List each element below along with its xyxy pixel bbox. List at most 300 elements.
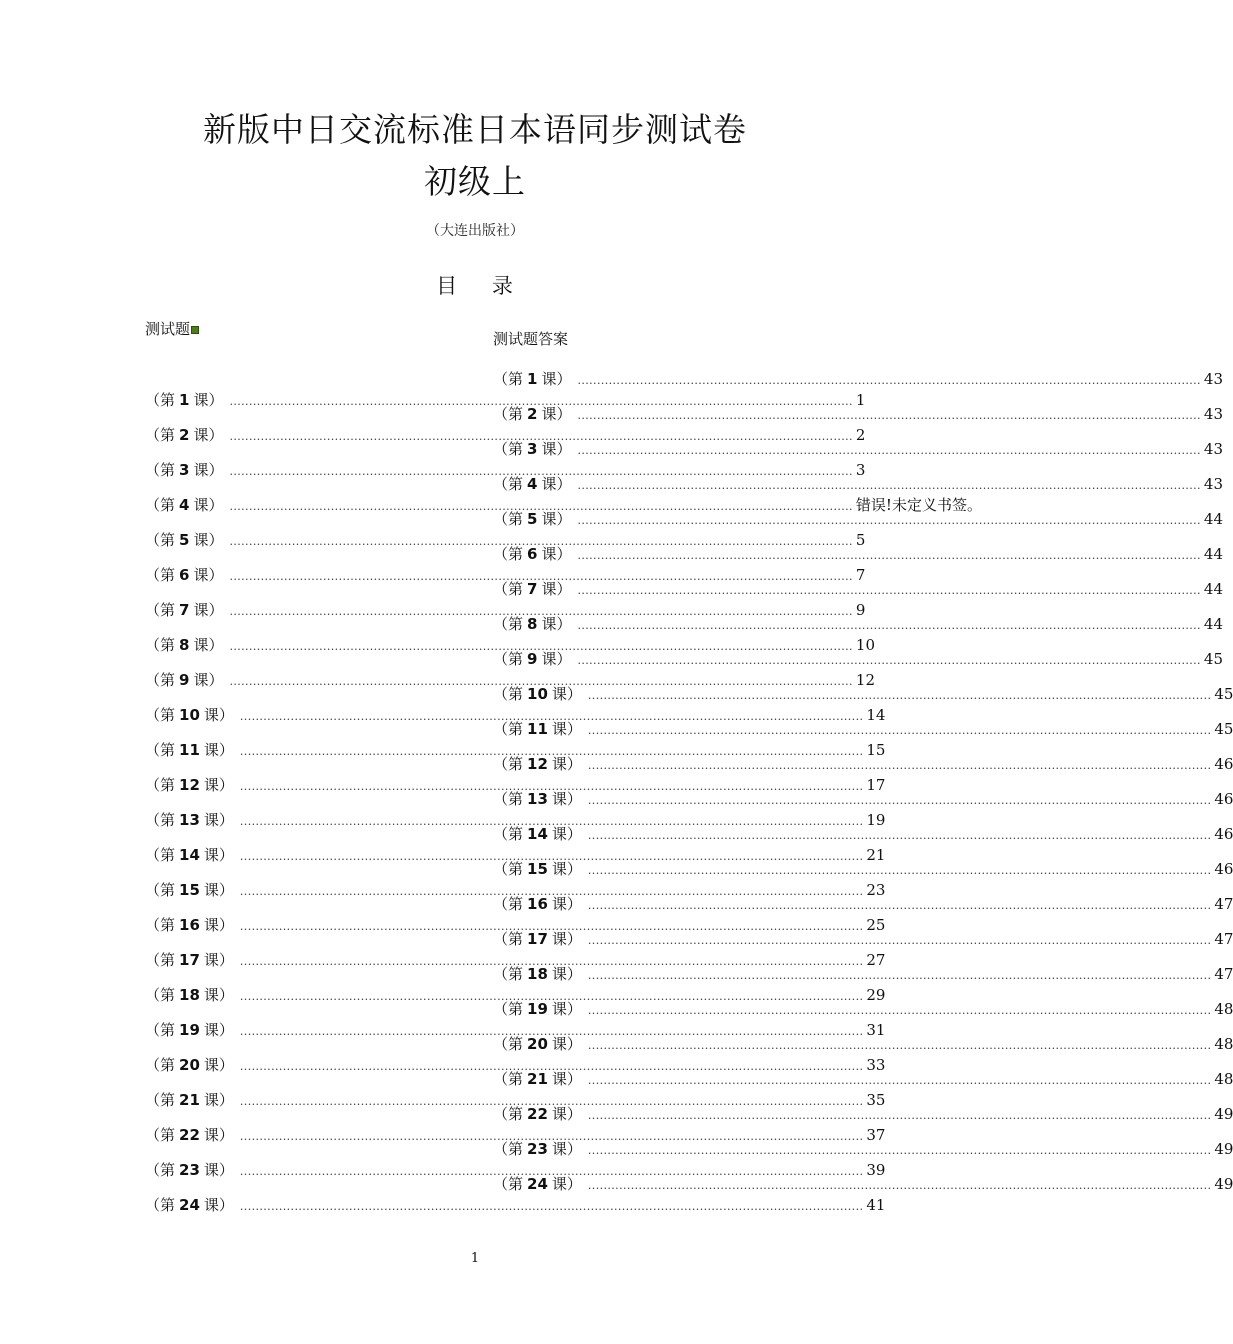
lesson-prefix: （第 — [493, 404, 524, 423]
toc-entry-lesson — [145, 985, 234, 1005]
lesson-suffix: 课） — [551, 964, 582, 983]
toc-entry-lesson — [145, 600, 223, 620]
lesson-number: 8 — [527, 614, 538, 633]
lesson-number: 9 — [527, 649, 538, 668]
toc-entry-page: 44 — [1203, 509, 1224, 528]
lesson-suffix: 课） — [203, 985, 234, 1004]
lesson-prefix: （第 — [493, 789, 524, 808]
toc-entry-lesson — [145, 1020, 234, 1040]
toc-entry-page: 45 — [1214, 684, 1233, 703]
lesson-suffix: 课） — [541, 614, 572, 633]
lesson-prefix: （第 — [493, 859, 524, 878]
lesson-prefix: （第 — [145, 845, 176, 864]
lesson-number: 2 — [179, 425, 190, 444]
lesson-number: 20 — [179, 1055, 200, 1074]
lesson-number: 15 — [179, 880, 200, 899]
toc-section-tests-label[interactable] — [145, 318, 199, 339]
lesson-number: 3 — [527, 439, 538, 458]
lesson-prefix: （第 — [493, 614, 524, 633]
dot-leader: ................................................................................................................................................................ — [229, 394, 853, 408]
lesson-suffix: 课） — [203, 810, 234, 829]
lesson-prefix: （第 — [493, 579, 524, 598]
toc-entry-lesson — [145, 1160, 234, 1180]
lesson-prefix: （第 — [145, 1020, 176, 1039]
dot-leader: ................................................................................................................................................................ — [229, 604, 853, 618]
toc-entry-page: 39 — [866, 1160, 886, 1179]
toc-entry[interactable] — [145, 592, 866, 627]
toc-entry-lesson — [493, 824, 582, 844]
lesson-prefix: （第 — [493, 544, 524, 563]
lesson-suffix: 课） — [551, 1139, 582, 1158]
lesson-suffix: 课） — [551, 754, 582, 773]
bookmark-error-text: 错误!未定义书签。 — [855, 495, 982, 514]
lesson-suffix: 课） — [193, 565, 224, 584]
lesson-number: 22 — [179, 1125, 200, 1144]
lesson-prefix: （第 — [493, 509, 524, 528]
lesson-number: 13 — [179, 810, 200, 829]
dot-leader: ................................................................................................................................................................ — [587, 968, 1212, 982]
dot-leader: ................................................................................................................................................................ — [577, 513, 1201, 527]
toc-entry-page: 48 — [1214, 1069, 1233, 1088]
lesson-prefix: （第 — [145, 495, 176, 514]
lesson-number: 1 — [179, 390, 190, 409]
lesson-number: 21 — [179, 1090, 200, 1109]
lesson-prefix: （第 — [493, 1139, 524, 1158]
lesson-number: 10 — [527, 684, 548, 703]
dot-leader: ................................................................................................................................................................ — [587, 1073, 1212, 1087]
lesson-suffix: 课） — [203, 775, 234, 794]
toc-entry-lesson — [145, 530, 223, 550]
lesson-suffix: 课） — [541, 474, 572, 493]
lesson-number: 14 — [179, 845, 200, 864]
toc-entry[interactable] — [493, 466, 1224, 501]
dot-leader: ................................................................................................................................................................ — [587, 1003, 1212, 1017]
dot-leader: ................................................................................................................................................................ — [577, 478, 1201, 492]
toc-entry-lesson — [145, 740, 234, 760]
lesson-suffix: 课） — [551, 929, 582, 948]
toc-entry-page: 43 — [1203, 474, 1224, 493]
lesson-suffix: 课） — [193, 390, 224, 409]
dot-leader: ................................................................................................................................................................ — [587, 898, 1212, 912]
lesson-number: 14 — [527, 824, 548, 843]
lesson-suffix: 课） — [203, 880, 234, 899]
lesson-number: 4 — [527, 474, 538, 493]
toc-entry-lesson — [493, 1069, 582, 1089]
lesson-prefix: （第 — [145, 390, 176, 409]
publisher: （大连出版社） — [426, 223, 524, 239]
dot-leader: ................................................................................................................................................................ — [239, 919, 864, 933]
toc-entry-page: 43 — [1203, 439, 1224, 458]
toc-entry-lesson — [145, 880, 234, 900]
toc-entry-page: 46 — [1214, 824, 1233, 843]
toc-entry-page: 2 — [855, 425, 866, 444]
toc-entry[interactable] — [145, 1187, 886, 1222]
toc-entry-page: 10 — [855, 635, 876, 654]
lesson-suffix: 课） — [541, 509, 572, 528]
toc-entry[interactable] — [493, 396, 1224, 431]
lesson-suffix: 课） — [541, 439, 572, 458]
toc-entry-page: 15 — [866, 740, 886, 759]
toc-entry-lesson — [493, 1174, 582, 1194]
dot-leader: ................................................................................................................................................................ — [577, 443, 1201, 457]
lesson-suffix: 课） — [203, 915, 234, 934]
lesson-prefix: （第 — [493, 369, 524, 388]
lesson-number: 11 — [527, 719, 548, 738]
document-subtitle: 初级上 — [424, 162, 526, 201]
toc-entry-lesson — [493, 754, 582, 774]
lesson-prefix: （第 — [493, 1069, 524, 1088]
toc-entry-page: 49 — [1214, 1174, 1233, 1193]
lesson-number: 20 — [527, 1034, 548, 1053]
lesson-number: 7 — [527, 579, 538, 598]
toc-entry-page: 47 — [1214, 964, 1233, 983]
toc-entry-lesson — [145, 565, 223, 585]
lesson-prefix: （第 — [493, 964, 524, 983]
toc-entry-page: 9 — [855, 600, 866, 619]
lesson-prefix: （第 — [145, 880, 176, 899]
toc-entry[interactable] — [493, 606, 1224, 641]
toc-entry-lesson — [493, 439, 571, 459]
dot-leader: ................................................................................................................................................................ — [587, 933, 1212, 947]
lesson-number: 24 — [527, 1174, 548, 1193]
lesson-number: 23 — [527, 1139, 548, 1158]
lesson-prefix: （第 — [145, 635, 176, 654]
lesson-number: 6 — [527, 544, 538, 563]
dot-leader: ................................................................................................................................................................ — [587, 1038, 1212, 1052]
lesson-number: 17 — [527, 929, 548, 948]
lesson-prefix: （第 — [145, 950, 176, 969]
lesson-prefix: （第 — [145, 1055, 176, 1074]
toc-entry-page: 48 — [1214, 1034, 1233, 1053]
dot-leader: ................................................................................................................................................................ — [229, 534, 853, 548]
lesson-suffix: 课） — [193, 495, 224, 514]
lesson-suffix: 课） — [541, 544, 572, 563]
toc-entry[interactable] — [145, 452, 866, 487]
toc-entry[interactable] — [493, 536, 1224, 571]
lesson-suffix: 课） — [551, 999, 582, 1018]
lesson-prefix: （第 — [493, 439, 524, 458]
lesson-suffix: 课） — [193, 635, 224, 654]
lesson-suffix: 课） — [541, 369, 572, 388]
lesson-number: 2 — [527, 404, 538, 423]
toc-entry-lesson — [145, 1055, 234, 1075]
lesson-prefix: （第 — [145, 670, 176, 689]
lesson-prefix: （第 — [493, 1034, 524, 1053]
lesson-number: 8 — [179, 635, 190, 654]
lesson-suffix: 课） — [551, 719, 582, 738]
lesson-suffix: 课） — [541, 579, 572, 598]
toc-entry-page: 41 — [866, 1195, 886, 1214]
toc-entry-page: 31 — [866, 1020, 886, 1039]
lesson-number: 12 — [527, 754, 548, 773]
lesson-suffix: 课） — [203, 705, 234, 724]
dot-leader: ................................................................................................................................................................ — [239, 1129, 864, 1143]
toc-entry-page: 43 — [1203, 404, 1224, 423]
lesson-suffix: 课） — [551, 1034, 582, 1053]
toc-entry-lesson — [493, 789, 582, 809]
lesson-number: 3 — [179, 460, 190, 479]
lesson-suffix: 课） — [203, 1090, 234, 1109]
toc-entry-lesson — [145, 845, 234, 865]
toc-entry-page: 3 — [855, 460, 866, 479]
toc-entry-lesson — [145, 705, 234, 725]
lesson-prefix: （第 — [145, 705, 176, 724]
lesson-suffix: 课） — [193, 600, 224, 619]
toc-entry-lesson — [145, 670, 223, 690]
toc-entry-page: 21 — [866, 845, 886, 864]
toc-entry-lesson — [145, 495, 223, 515]
lesson-number: 6 — [179, 565, 190, 584]
toc-entry-lesson — [145, 1195, 234, 1215]
lesson-suffix: 课） — [193, 460, 224, 479]
lesson-suffix: 课） — [193, 425, 224, 444]
dot-leader: ................................................................................................................................................................ — [587, 1143, 1212, 1157]
lesson-prefix: （第 — [145, 915, 176, 934]
toc-entry-page: 43 — [1203, 369, 1224, 388]
lesson-suffix: 课） — [551, 684, 582, 703]
lesson-number: 16 — [179, 915, 200, 934]
toc-entry-lesson — [493, 964, 582, 984]
toc-entry-lesson — [145, 1090, 234, 1110]
dot-leader: ................................................................................................................................................................ — [587, 863, 1212, 877]
toc-entry-page: 7 — [855, 565, 866, 584]
lesson-prefix: （第 — [145, 600, 176, 619]
lesson-number: 10 — [179, 705, 200, 724]
lesson-prefix: （第 — [493, 1174, 524, 1193]
toc-entry-lesson — [145, 775, 234, 795]
toc-entry-lesson — [145, 460, 223, 480]
toc-entry-lesson — [493, 929, 582, 949]
toc-entry-lesson — [493, 614, 571, 634]
dot-leader: ................................................................................................................................................................ — [229, 464, 853, 478]
toc-entry-lesson — [493, 894, 582, 914]
lesson-suffix: 课） — [203, 1195, 234, 1214]
dot-leader: ................................................................................................................................................................ — [577, 618, 1201, 632]
toc-entry-lesson — [493, 509, 571, 529]
dot-leader: ................................................................................................................................................................ — [239, 1094, 864, 1108]
toc-entry-page: 23 — [866, 880, 886, 899]
dot-leader: ................................................................................................................................................................ — [239, 989, 864, 1003]
toc-entry[interactable] — [145, 382, 866, 417]
lesson-suffix: 课） — [203, 1160, 234, 1179]
toc-entry[interactable] — [493, 361, 1224, 396]
lesson-prefix: （第 — [493, 754, 524, 773]
lesson-prefix: （第 — [145, 985, 176, 1004]
lesson-number: 19 — [179, 1020, 200, 1039]
lesson-prefix: （第 — [145, 530, 176, 549]
lesson-suffix: 课） — [541, 404, 572, 423]
toc-entry-page: 44 — [1203, 544, 1224, 563]
lesson-number: 15 — [527, 859, 548, 878]
toc-entry-lesson — [493, 579, 571, 599]
dot-leader: ................................................................................................................................................................ — [587, 688, 1212, 702]
dot-leader: ................................................................................................................................................................ — [587, 793, 1212, 807]
lesson-suffix: 课） — [203, 1125, 234, 1144]
lesson-suffix: 课） — [193, 670, 224, 689]
lesson-suffix: 课） — [541, 649, 572, 668]
toc-entry-page: 44 — [1203, 579, 1224, 598]
dot-leader: ................................................................................................................................................................ — [239, 1164, 864, 1178]
toc-entry-lesson — [145, 915, 234, 935]
lesson-prefix: （第 — [493, 684, 524, 703]
toc-entry-lesson — [145, 810, 234, 830]
lesson-suffix: 课） — [203, 740, 234, 759]
dot-leader: ................................................................................................................................................................ — [577, 548, 1201, 562]
lesson-prefix: （第 — [145, 1090, 176, 1109]
toc-entry-lesson — [493, 649, 571, 669]
toc-section-answers-label[interactable]: 测试题答案 — [493, 330, 569, 348]
lesson-suffix: 课） — [193, 530, 224, 549]
toc-entry-lesson — [493, 684, 582, 704]
document-title: 新版中日交流标准日本语同步测试卷 — [203, 110, 747, 149]
toc-entry-page: 47 — [1214, 929, 1233, 948]
dot-leader: ................................................................................................................................................................ — [239, 1024, 864, 1038]
toc-entry[interactable] — [145, 487, 982, 522]
toc-entry-lesson — [493, 999, 582, 1019]
lesson-prefix: （第 — [145, 775, 176, 794]
lesson-prefix: （第 — [493, 824, 524, 843]
lesson-prefix: （第 — [493, 929, 524, 948]
toc-entry-page: 33 — [866, 1055, 886, 1074]
lesson-number: 13 — [527, 789, 548, 808]
bookmark-icon — [191, 326, 199, 334]
toc-entry-lesson — [145, 425, 223, 445]
lesson-suffix: 课） — [551, 789, 582, 808]
toc-entry-page: 37 — [866, 1125, 886, 1144]
toc-entry-page: 44 — [1203, 614, 1224, 633]
toc-entry[interactable] — [493, 571, 1224, 606]
lesson-prefix: （第 — [145, 810, 176, 829]
toc-entry[interactable] — [145, 522, 866, 557]
dot-leader: ................................................................................................................................................................ — [239, 884, 864, 898]
dot-leader: ................................................................................................................................................................ — [587, 723, 1212, 737]
lesson-number: 1 — [527, 369, 538, 388]
dot-leader: ................................................................................................................................................................ — [577, 408, 1201, 422]
toc-entry-lesson — [493, 544, 571, 564]
toc-entry-page: 25 — [866, 915, 886, 934]
toc-entry-page: 35 — [866, 1090, 886, 1109]
dot-leader: ................................................................................................................................................................ — [587, 828, 1212, 842]
toc-entry-page: 27 — [866, 950, 886, 969]
dot-leader: ................................................................................................................................................................ — [577, 653, 1201, 667]
lesson-suffix: 课） — [551, 1174, 582, 1193]
toc-entry-lesson — [145, 635, 223, 655]
lesson-number: 9 — [179, 670, 190, 689]
lesson-number: 16 — [527, 894, 548, 913]
toc-entry[interactable] — [145, 627, 876, 662]
lesson-number: 5 — [527, 509, 538, 528]
lesson-prefix: （第 — [493, 894, 524, 913]
lesson-prefix: （第 — [145, 1125, 176, 1144]
lesson-number: 7 — [179, 600, 190, 619]
dot-leader: ................................................................................................................................................................ — [587, 1178, 1212, 1192]
lesson-prefix: （第 — [145, 565, 176, 584]
toc-entry-lesson — [493, 859, 582, 879]
toc-entry[interactable] — [493, 431, 1224, 466]
toc-entry-page: 14 — [866, 705, 886, 724]
dot-leader: ................................................................................................................................................................ — [239, 779, 864, 793]
toc-entry-page: 47 — [1214, 894, 1233, 913]
toc-entry-page: 45 — [1214, 719, 1233, 738]
toc-entry[interactable] — [145, 557, 866, 592]
lesson-suffix: 课） — [203, 845, 234, 864]
section-label-text: 测试题 — [145, 320, 191, 338]
toc-entry-page: 12 — [855, 670, 876, 689]
lesson-prefix: （第 — [493, 999, 524, 1018]
lesson-prefix: （第 — [493, 1104, 524, 1123]
toc-entry-lesson — [145, 1125, 234, 1145]
toc-entry-lesson — [493, 719, 582, 739]
toc-entry-lesson — [493, 1104, 582, 1124]
dot-leader: ................................................................................................................................................................ — [239, 1199, 864, 1213]
toc-entry-lesson — [493, 404, 571, 424]
lesson-number: 4 — [179, 495, 190, 514]
lesson-number: 21 — [527, 1069, 548, 1088]
lesson-prefix: （第 — [493, 649, 524, 668]
dot-leader: ................................................................................................................................................................ — [587, 758, 1212, 772]
dot-leader: ................................................................................................................................................................ — [577, 583, 1201, 597]
lesson-prefix: （第 — [145, 425, 176, 444]
toc-entry-lesson — [145, 950, 234, 970]
toc-entry-lesson — [493, 474, 571, 494]
lesson-suffix: 课） — [203, 1055, 234, 1074]
dot-leader: ................................................................................................................................................................ — [239, 744, 864, 758]
toc-entry-page: 45 — [1203, 649, 1224, 668]
dot-leader: ................................................................................................................................................................ — [239, 954, 864, 968]
toc-entry-page: 46 — [1214, 789, 1233, 808]
lesson-prefix: （第 — [145, 740, 176, 759]
lesson-number: 12 — [179, 775, 200, 794]
dot-leader: ................................................................................................................................................................ — [229, 639, 853, 653]
dot-leader: ................................................................................................................................................................ — [239, 849, 864, 863]
lesson-number: 18 — [527, 964, 548, 983]
lesson-suffix: 课） — [551, 1069, 582, 1088]
dot-leader: ................................................................................................................................................................ — [239, 709, 864, 723]
toc-entry-page: 1 — [855, 390, 866, 409]
lesson-suffix: 课） — [203, 950, 234, 969]
toc-entry-lesson — [493, 1034, 582, 1054]
dot-leader: ................................................................................................................................................................ — [577, 373, 1201, 387]
dot-leader: ................................................................................................................................................................ — [239, 1059, 864, 1073]
lesson-suffix: 课） — [551, 1104, 582, 1123]
toc-entry-page: 48 — [1214, 999, 1233, 1018]
lesson-suffix: 课） — [551, 859, 582, 878]
lesson-number: 11 — [179, 740, 200, 759]
toc-entry[interactable] — [145, 417, 866, 452]
lesson-suffix: 课） — [551, 824, 582, 843]
toc-entry-lesson — [493, 369, 571, 389]
toc-entry-lesson — [145, 390, 223, 410]
lesson-number: 24 — [179, 1195, 200, 1214]
lesson-number: 22 — [527, 1104, 548, 1123]
toc-entry-page: 46 — [1214, 859, 1233, 878]
dot-leader: ................................................................................................................................................................ — [229, 429, 853, 443]
lesson-number: 17 — [179, 950, 200, 969]
toc-entry-page: 5 — [855, 530, 866, 549]
toc-entry-page: 29 — [866, 985, 886, 1004]
page-number: 1 — [470, 1251, 480, 1266]
toc-entry-page: 49 — [1214, 1139, 1233, 1158]
lesson-number: 5 — [179, 530, 190, 549]
lesson-prefix: （第 — [145, 460, 176, 479]
toc-list-tests — [145, 382, 982, 1222]
lesson-prefix: （第 — [145, 1195, 176, 1214]
toc-entry-page: 19 — [866, 810, 886, 829]
lesson-number: 18 — [179, 985, 200, 1004]
toc-entry-lesson — [493, 1139, 582, 1159]
lesson-number: 19 — [527, 999, 548, 1018]
lesson-number: 23 — [179, 1160, 200, 1179]
